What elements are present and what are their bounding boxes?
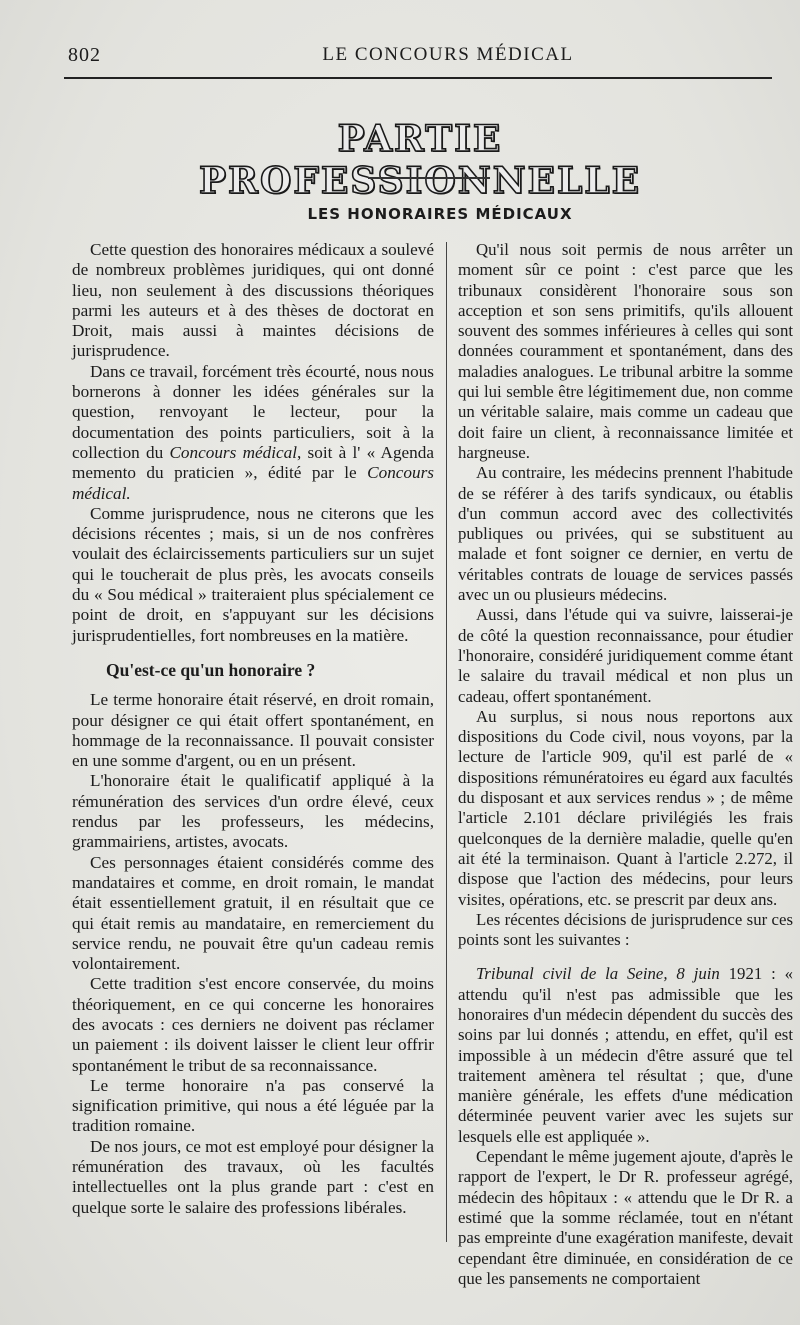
paragraph: Les récentes décisions de jurisprudence sur ces points sont les suivantes : (458, 909, 793, 950)
page-number: 802 (68, 44, 101, 66)
paragraph: L'honoraire était le qualificatif appliqué à la rémunération des services d'un ordre élevé, ceux rendus par les professeurs, les médecins, grammairiens, artistes, avocats. (72, 771, 434, 852)
journal-name: LE CONCOURS MÉDICAL (322, 44, 574, 65)
paragraph: Qu'il nous soit permis de nous arrêter un moment sûr ce point : c'est parce que les tribunaux considèrent l'honoraire sous son acception et son sens primitifs, qu'ils allouent souvent des sommes inférieures à celles qui sont données couramment et spontanément, dans des maladies analogues. Le tribunal arbitre la somme qui lui semble être légitimement due, non comme un véritable salaire, mais comme un cadeau que doit faire un client, à reconnaissance limitée et hargneuse. (458, 240, 793, 462)
paragraph: Au contraire, les médecins prennent l'habitude de se référer à des tarifs syndicaux, ou établis d'un commun accord avec des collectivités publiques ou privées, qui se substituent au malade et font soigner ce dernier, en vertu de véritables contrats de louage de services passés avec un ou plusieurs médecins. (458, 463, 793, 605)
paragraph: Cette tradition s'est encore conservée, du moins théoriquement, en ce qui concerne les honoraires des avocats : ces derniers ne doivent pas réclamer un paiement : ils doivent laisser le client leur offrir spontanément le tribut de sa reconnaissance. (72, 974, 434, 1075)
right-column (458, 240, 793, 1289)
paragraph: Au surplus, si nous nous reportons aux dispositions du Code civil, nous voyons, par la lecture de l'article 909, qu'il est parlé de « dispositions rémunératoires eu égard aux facultés du disposant et aux services rendus » ; de même l'article 2.101 déclare privilégiés les frais quelconques de la dernière maladie, quelle qu'en ait été la terminaison. Quant à l'article 2.272, il dispose que l'action des médecins, pour leurs visites, opérations, etc. se prescrit par deux ans. (458, 706, 793, 909)
subheading: Qu'est-ce qu'un honoraire ? (106, 659, 316, 680)
header-rule (64, 77, 772, 79)
title-rule (368, 177, 490, 179)
paragraph: Cependant le même jugement ajoute, d'après le rapport de l'expert, le Dr R. professeur agrégé, médecin des hôpitaux : « attendu que le Dr R. a estimé que la somme réclamée, tout en n'étant pas empreinte d'une exagération manifeste, devait cependant être diminuée, en considération de ce que les pansements ne comportaient (458, 1147, 793, 1288)
section-title: PARTIE PROFESSIONNELLE (198, 118, 642, 202)
paragraph: Aussi, dans l'étude qui va suivre, laisserai-je de côté la question reconnaissance, pour étudier l'honoraire, considéré juridiquement comme étant le salaire du travail médical et non plus un cadeau, offert spontanément. (458, 605, 793, 706)
paragraph: Tribunal civil de la Seine, 8 juin 1921 : « attendu qu'il n'est pas admissible que les honoraires d'un médecin dépendent du succès des soins par lui donnés ; attendu, en effet, qu'il est impossible à un médecin d'être assuré que tel traitement amènera tel résultat ; que, d'une manière générale, les effets d'une médication déterminée peuvent varier avec les sujets sur lesquels elle est appliquée ». (458, 964, 793, 1146)
paragraph: Le terme honoraire n'a pas conservé la signification primitive, qui nous a été léguée par la tradition romaine. (72, 1075, 434, 1136)
paragraph: De nos jours, ce mot est employé pour désigner la rémunération des travaux, où les facultés intellectuelles ont la plus grande part : c'est en quelque sorte le salaire des professions libérales. (72, 1136, 434, 1217)
article-title: LES HONORAIRES MÉDICAUX (307, 205, 573, 223)
paragraph: Ces personnages étaient considérés comme des mandataires et comme, en droit romain, le mandat était essentiellement gratuit, il en résultait que ce qui était remis au mandataire, en remerciement du service rendu, ne pouvait être qu'un cadeau remis volontairement. (72, 852, 434, 974)
paragraph: Comme jurisprudence, nous ne citerons que les décisions récentes ; mais, si un de nos confrères voulait des éclaircissements particuliers sur un sujet qui le toucherait de plus près, les avocats conseils du « Sou médical » traiteraient plus spécialement ce point de droit, en s'appuyant sur les décisions jurisprudentielles, fort nombreuses en la matière. (72, 503, 434, 645)
column-divider (446, 242, 447, 1242)
running-head (68, 44, 772, 72)
paragraph: Dans ce travail, forcément très écourté, nous nous bornerons à donner les idées générales sur la question, renvoyant le lecteur, pour la documentation des points particuliers, soit à la collection du Concours médical, soit à l' « Agenda memento du praticien », édité par le Concours médical. (72, 361, 434, 503)
paragraph: Cette question des honoraires médicaux a soulevé de nombreux problèmes juridiques, qui ont donné lieu, non seulement à des discussions théoriques parmi les auteurs et à des thèses de doctorat en Droit, mais aussi à maintes décisions de jurisprudence. (72, 240, 434, 361)
left-column (72, 240, 434, 1218)
paragraph: Le terme honoraire était réservé, en droit romain, pour désigner ce qui était offert spontanément, en hommage de la reconnaissance. Il pouvait consister en une somme d'argent, ou en un présent. (72, 690, 434, 771)
